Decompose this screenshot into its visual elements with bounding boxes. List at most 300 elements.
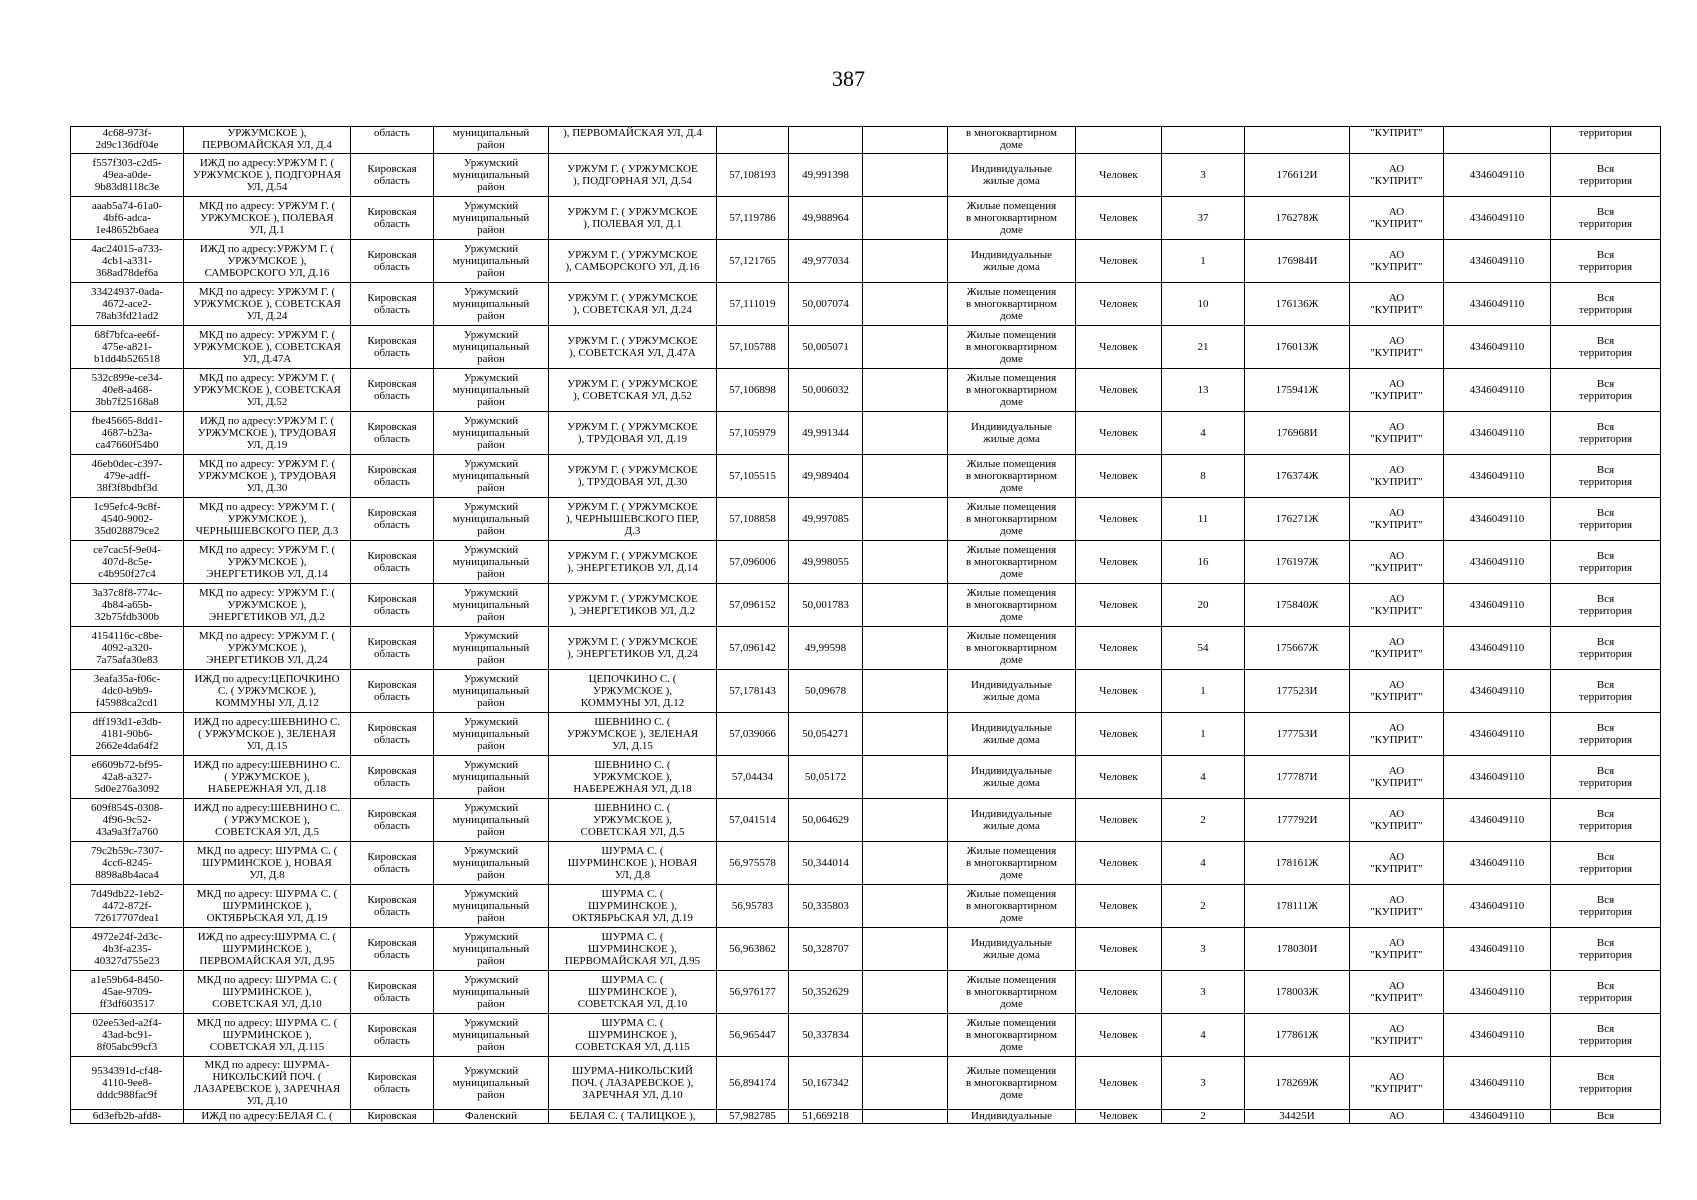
cell-region: Кировская область bbox=[351, 627, 434, 670]
cell-district: Уржумский муниципальный район bbox=[434, 541, 549, 584]
cell-quantity: 10 bbox=[1162, 283, 1245, 326]
cell-organization: АО bbox=[1350, 1110, 1444, 1124]
cell-inn: 4346049110 bbox=[1444, 197, 1551, 240]
cell-address: ШУРМА С. ( ШУРМИНСКОЕ ), СОВЕТСКАЯ УЛ, Д.10 bbox=[549, 971, 717, 1014]
cell-empty-column bbox=[863, 627, 948, 670]
cell-account-number: 175941Ж bbox=[1245, 369, 1350, 412]
cell-address: БЕЛАЯ С. ( ТАЛИЦКОЕ ), bbox=[549, 1110, 717, 1124]
cell-address: УРЖУМ Г. ( УРЖУМСКОЕ ), СОВЕТСКАЯ УЛ, Д.47А bbox=[549, 326, 717, 369]
cell-quantity: 4 bbox=[1162, 842, 1245, 885]
cell-inn: 4346049110 bbox=[1444, 154, 1551, 197]
cell-district: Уржумский муниципальный район bbox=[434, 971, 549, 1014]
cell-record-id: aaab5a74-61a0- 4bf6-adca- 1e48652b6aea bbox=[71, 197, 184, 240]
cell-quantity: 1 bbox=[1162, 713, 1245, 756]
cell-territory: Вся территория bbox=[1551, 283, 1661, 326]
table-row bbox=[71, 584, 1661, 627]
cell-organization: АО "КУПРИТ" bbox=[1350, 713, 1444, 756]
cell-organization: АО "КУПРИТ" bbox=[1350, 498, 1444, 541]
cell-object-name: МКД по адресу: ШУРМА С. ( ШУРМИНСКОЕ ), ОКТЯБРЬСКАЯ УЛ, Д.19 bbox=[184, 885, 351, 928]
cell-address: ШЕВНИНО С. ( УРЖУМСКОЕ ), НАБЕРЕЖНАЯ УЛ, Д.18 bbox=[549, 756, 717, 799]
cell-object-name: ИЖД по адресу:ШУРМА С. ( ШУРМИНСКОЕ ), ПЕРВОМАЙСКАЯ УЛ, Д.95 bbox=[184, 928, 351, 971]
cell-inn: 4346049110 bbox=[1444, 1110, 1551, 1124]
cell-latitude: 57,178143 bbox=[717, 670, 789, 713]
cell-account-number: 177753И bbox=[1245, 713, 1350, 756]
cell-empty-column bbox=[863, 584, 948, 627]
cell-organization: АО "КУПРИТ" bbox=[1350, 928, 1444, 971]
cell-region: область bbox=[351, 127, 434, 154]
cell-object-name: МКД по адресу: УРЖУМ Г. ( УРЖУМСКОЕ ), ЧЕРНЫШЕВСКОГО ПЕР, Д.3 bbox=[184, 498, 351, 541]
cell-region: Кировская область bbox=[351, 197, 434, 240]
table-row bbox=[71, 197, 1661, 240]
cell-account-number: 177792И bbox=[1245, 799, 1350, 842]
cell-district: Уржумский муниципальный район bbox=[434, 756, 549, 799]
cell-organization: АО "КУПРИТ" bbox=[1350, 799, 1444, 842]
cell-longitude: 50,001783 bbox=[789, 584, 863, 627]
cell-record-id: 3a37c8f8-774c- 4b84-a65b- 32b75fdb300b bbox=[71, 584, 184, 627]
cell-empty-column bbox=[863, 127, 948, 154]
cell-record-id: 3eafa35a-f06c- 4dc0-b9b9- f45988ca2cd1 bbox=[71, 670, 184, 713]
cell-district: Уржумский муниципальный район bbox=[434, 240, 549, 283]
cell-address: УРЖУМ Г. ( УРЖУМСКОЕ ), ПОЛЕВАЯ УЛ, Д.1 bbox=[549, 197, 717, 240]
cell-region: Кировская область bbox=[351, 756, 434, 799]
cell-housing-type: Жилые помещения в многоквартирном доме bbox=[948, 885, 1076, 928]
cell-latitude: 57,096006 bbox=[717, 541, 789, 584]
table-row bbox=[71, 756, 1661, 799]
cell-region: Кировская область bbox=[351, 928, 434, 971]
cell-record-id: f557f303-c2d5- 49ea-a0de- 9b83d8118c3e bbox=[71, 154, 184, 197]
cell-organization: АО "КУПРИТ" bbox=[1350, 627, 1444, 670]
cell-unit: Человек bbox=[1076, 197, 1162, 240]
cell-longitude: 50,352629 bbox=[789, 971, 863, 1014]
cell-inn: 4346049110 bbox=[1444, 799, 1551, 842]
cell-region: Кировская область bbox=[351, 541, 434, 584]
cell-territory: Вся территория bbox=[1551, 713, 1661, 756]
cell-quantity: 13 bbox=[1162, 369, 1245, 412]
cell-region: Кировская область bbox=[351, 154, 434, 197]
table-row-partial-bottom bbox=[71, 1110, 1661, 1124]
cell-latitude: 56,965447 bbox=[717, 1014, 789, 1057]
cell-district: Уржумский муниципальный район bbox=[434, 713, 549, 756]
cell-latitude: 57,105979 bbox=[717, 412, 789, 455]
cell-object-name: ИЖД по адресу:ЦЕПОЧКИНО С. ( УРЖУМСКОЕ ), КОММУНЫ УЛ, Д.12 bbox=[184, 670, 351, 713]
cell-address: УРЖУМ Г. ( УРЖУМСКОЕ ), САМБОРСКОГО УЛ, Д.16 bbox=[549, 240, 717, 283]
cell-address: УРЖУМ Г. ( УРЖУМСКОЕ ), СОВЕТСКАЯ УЛ, Д.24 bbox=[549, 283, 717, 326]
cell-housing-type: Жилые помещения в многоквартирном доме bbox=[948, 197, 1076, 240]
cell-territory: Вся территория bbox=[1551, 885, 1661, 928]
cell-unit: Человек bbox=[1076, 455, 1162, 498]
cell-empty-column bbox=[863, 670, 948, 713]
cell-territory: Вся территория bbox=[1551, 928, 1661, 971]
cell-organization: АО "КУПРИТ" bbox=[1350, 455, 1444, 498]
cell-empty-column bbox=[863, 283, 948, 326]
table-row bbox=[71, 842, 1661, 885]
cell-unit: Человек bbox=[1076, 971, 1162, 1014]
cell-record-id: 33424937-0ada- 4672-ace2- 78ab3fd21ad2 bbox=[71, 283, 184, 326]
cell-account-number: 176984И bbox=[1245, 240, 1350, 283]
cell-unit: Человек bbox=[1076, 283, 1162, 326]
cell-inn: 4346049110 bbox=[1444, 584, 1551, 627]
table-row bbox=[71, 627, 1661, 670]
cell-longitude: 50,05172 bbox=[789, 756, 863, 799]
table-row bbox=[71, 670, 1661, 713]
cell-empty-column bbox=[863, 455, 948, 498]
cell-address: УРЖУМ Г. ( УРЖУМСКОЕ ), ЭНЕРГЕТИКОВ УЛ, Д.24 bbox=[549, 627, 717, 670]
cell-address: ШУРМА С. ( ШУРМИНСКОЕ ), ОКТЯБРЬСКАЯ УЛ, Д.19 bbox=[549, 885, 717, 928]
cell-object-name: ИЖД по адресу:УРЖУМ Г. ( УРЖУМСКОЕ ), ТРУДОВАЯ УЛ, Д.19 bbox=[184, 412, 351, 455]
table-row bbox=[71, 885, 1661, 928]
cell-latitude: 57,121765 bbox=[717, 240, 789, 283]
cell-unit: Человек bbox=[1076, 541, 1162, 584]
cell-object-name: МКД по адресу: УРЖУМ Г. ( УРЖУМСКОЕ ), ЭНЕРГЕТИКОВ УЛ, Д.14 bbox=[184, 541, 351, 584]
cell-district: Уржумский муниципальный район bbox=[434, 455, 549, 498]
cell-quantity: 3 bbox=[1162, 971, 1245, 1014]
cell-region: Кировская область bbox=[351, 412, 434, 455]
table-row bbox=[71, 1014, 1661, 1057]
cell-address: ), ПЕРВОМАЙСКАЯ УЛ, Д.4 bbox=[549, 127, 717, 154]
cell-territory: Вся территория bbox=[1551, 584, 1661, 627]
cell-unit: Человек bbox=[1076, 842, 1162, 885]
cell-empty-column bbox=[863, 1014, 948, 1057]
cell-latitude: 57,04434 bbox=[717, 756, 789, 799]
cell-region: Кировская область bbox=[351, 670, 434, 713]
cell-address: ШЕВНИНО С. ( УРЖУМСКОЕ ), СОВЕТСКАЯ УЛ, Д.5 bbox=[549, 799, 717, 842]
cell-object-name: МКД по адресу: УРЖУМ Г. ( УРЖУМСКОЕ ), ТРУДОВАЯ УЛ, Д.30 bbox=[184, 455, 351, 498]
cell-account-number: 178269Ж bbox=[1245, 1057, 1350, 1110]
cell-territory: Вся территория bbox=[1551, 455, 1661, 498]
cell-quantity: 54 bbox=[1162, 627, 1245, 670]
cell-district: муниципальный район bbox=[434, 127, 549, 154]
cell-territory: Вся территория bbox=[1551, 498, 1661, 541]
cell-unit: Человек bbox=[1076, 670, 1162, 713]
cell-object-name: МКД по адресу: ШУРМА- НИКОЛЬСКИЙ ПОЧ. ( ЛАЗАРЕВСКОЕ ), ЗАРЕЧНАЯ УЛ, Д.10 bbox=[184, 1057, 351, 1110]
cell-unit: Человек bbox=[1076, 928, 1162, 971]
cell-housing-type: Индивидуальные жилые дома bbox=[948, 154, 1076, 197]
cell-record-id: 4154116c-c8be- 4092-a320- 7a75afa30e83 bbox=[71, 627, 184, 670]
cell-longitude: 49,99598 bbox=[789, 627, 863, 670]
cell-quantity: 2 bbox=[1162, 1110, 1245, 1124]
cell-object-name: ИЖД по адресу:УРЖУМ Г. ( УРЖУМСКОЕ ), ПОДГОРНАЯ УЛ, Д.54 bbox=[184, 154, 351, 197]
cell-inn: 4346049110 bbox=[1444, 412, 1551, 455]
cell-account-number bbox=[1245, 127, 1350, 154]
cell-district: Уржумский муниципальный район bbox=[434, 928, 549, 971]
cell-latitude: 57,108858 bbox=[717, 498, 789, 541]
cell-organization: АО "КУПРИТ" bbox=[1350, 240, 1444, 283]
cell-territory: Вся территория bbox=[1551, 670, 1661, 713]
cell-inn: 4346049110 bbox=[1444, 369, 1551, 412]
cell-latitude: 56,976177 bbox=[717, 971, 789, 1014]
cell-address: УРЖУМ Г. ( УРЖУМСКОЕ ), ЭНЕРГЕТИКОВ УЛ, Д.14 bbox=[549, 541, 717, 584]
cell-record-id: 609f854S-0308- 4f96-9c52- 43a9a3f7a760 bbox=[71, 799, 184, 842]
cell-housing-type: Жилые помещения в многоквартирном доме bbox=[948, 1057, 1076, 1110]
cell-record-id: 9534391d-cf48- 4110-9ee8- dddc988fac9f bbox=[71, 1057, 184, 1110]
cell-longitude: 49,977034 bbox=[789, 240, 863, 283]
cell-longitude: 49,988964 bbox=[789, 197, 863, 240]
cell-housing-type: Индивидуальные жилые дома bbox=[948, 756, 1076, 799]
cell-object-name: УРЖУМСКОЕ ), ПЕРВОМАЙСКАЯ УЛ, Д.4 bbox=[184, 127, 351, 154]
cell-inn: 4346049110 bbox=[1444, 541, 1551, 584]
cell-territory: Вся территория bbox=[1551, 971, 1661, 1014]
cell-quantity: 2 bbox=[1162, 885, 1245, 928]
cell-latitude: 56,963862 bbox=[717, 928, 789, 971]
cell-inn: 4346049110 bbox=[1444, 756, 1551, 799]
cell-account-number: 178030И bbox=[1245, 928, 1350, 971]
cell-region: Кировская область bbox=[351, 885, 434, 928]
cell-empty-column bbox=[863, 799, 948, 842]
cell-address: ШУРМА С. ( ШУРМИНСКОЕ ), СОВЕТСКАЯ УЛ, Д.115 bbox=[549, 1014, 717, 1057]
cell-region: Кировская область bbox=[351, 971, 434, 1014]
cell-empty-column bbox=[863, 756, 948, 799]
cell-housing-type: Жилые помещения в многоквартирном доме bbox=[948, 283, 1076, 326]
cell-account-number: 176013Ж bbox=[1245, 326, 1350, 369]
cell-territory: Вся bbox=[1551, 1110, 1661, 1124]
table-row bbox=[71, 799, 1661, 842]
cell-quantity: 3 bbox=[1162, 154, 1245, 197]
cell-address: УРЖУМ Г. ( УРЖУМСКОЕ ), ТРУДОВАЯ УЛ, Д.19 bbox=[549, 412, 717, 455]
table-row bbox=[71, 240, 1661, 283]
table-row bbox=[71, 541, 1661, 584]
cell-organization: АО "КУПРИТ" bbox=[1350, 283, 1444, 326]
table-row bbox=[71, 412, 1661, 455]
cell-territory: Вся территория bbox=[1551, 197, 1661, 240]
cell-address: УРЖУМ Г. ( УРЖУМСКОЕ ), ПОДГОРНАЯ УЛ, Д.54 bbox=[549, 154, 717, 197]
cell-district: Уржумский муниципальный район bbox=[434, 283, 549, 326]
cell-longitude: 50,09678 bbox=[789, 670, 863, 713]
cell-quantity: 2 bbox=[1162, 799, 1245, 842]
cell-organization: АО "КУПРИТ" bbox=[1350, 541, 1444, 584]
cell-unit: Человек bbox=[1076, 713, 1162, 756]
cell-latitude: 56,95783 bbox=[717, 885, 789, 928]
cell-quantity: 4 bbox=[1162, 1014, 1245, 1057]
cell-account-number: 176271Ж bbox=[1245, 498, 1350, 541]
cell-empty-column bbox=[863, 885, 948, 928]
cell-territory: Вся территория bbox=[1551, 1057, 1661, 1110]
cell-region: Кировская область bbox=[351, 283, 434, 326]
cell-organization: "КУПРИТ" bbox=[1350, 127, 1444, 154]
cell-unit: Человек bbox=[1076, 412, 1162, 455]
cell-record-id: 6d3efb2b-afd8- bbox=[71, 1110, 184, 1124]
cell-quantity: 3 bbox=[1162, 1057, 1245, 1110]
cell-territory: Вся территория bbox=[1551, 154, 1661, 197]
cell-record-id: 4c68-973f- 2d9c136df04e bbox=[71, 127, 184, 154]
table-row bbox=[71, 283, 1661, 326]
cell-region: Кировская область bbox=[351, 799, 434, 842]
table-row-partial-top bbox=[71, 127, 1661, 154]
cell-empty-column bbox=[863, 412, 948, 455]
cell-account-number: 176374Ж bbox=[1245, 455, 1350, 498]
cell-object-name: ИЖД по адресу:УРЖУМ Г. ( УРЖУМСКОЕ ), САМБОРСКОГО УЛ, Д.16 bbox=[184, 240, 351, 283]
cell-record-id: 46eb0dec-c397- 479e-adff- 38f3f8bdbf3d bbox=[71, 455, 184, 498]
cell-latitude: 56,975578 bbox=[717, 842, 789, 885]
cell-organization: АО "КУПРИТ" bbox=[1350, 326, 1444, 369]
cell-inn: 4346049110 bbox=[1444, 326, 1551, 369]
cell-housing-type: Жилые помещения в многоквартирном доме bbox=[948, 455, 1076, 498]
table-row bbox=[71, 369, 1661, 412]
cell-longitude: 50,167342 bbox=[789, 1057, 863, 1110]
cell-latitude: 57,108193 bbox=[717, 154, 789, 197]
cell-district: Фаленский bbox=[434, 1110, 549, 1124]
table-row bbox=[71, 498, 1661, 541]
cell-region: Кировская область bbox=[351, 369, 434, 412]
cell-quantity bbox=[1162, 127, 1245, 154]
cell-unit: Человек bbox=[1076, 326, 1162, 369]
cell-district: Уржумский муниципальный район bbox=[434, 498, 549, 541]
cell-organization: АО "КУПРИТ" bbox=[1350, 369, 1444, 412]
cell-empty-column bbox=[863, 541, 948, 584]
cell-inn: 4346049110 bbox=[1444, 1014, 1551, 1057]
cell-inn: 4346049110 bbox=[1444, 283, 1551, 326]
cell-longitude: 49,989404 bbox=[789, 455, 863, 498]
cell-district: Уржумский муниципальный район bbox=[434, 670, 549, 713]
cell-district: Уржумский муниципальный район bbox=[434, 326, 549, 369]
cell-housing-type: Жилые помещения в многоквартирном доме bbox=[948, 498, 1076, 541]
cell-housing-type: Индивидуальные жилые дома bbox=[948, 799, 1076, 842]
cell-housing-type: Индивидуальные жилые дома bbox=[948, 713, 1076, 756]
cell-inn: 4346049110 bbox=[1444, 455, 1551, 498]
cell-empty-column bbox=[863, 971, 948, 1014]
table-row bbox=[71, 928, 1661, 971]
cell-account-number: 34425И bbox=[1245, 1110, 1350, 1124]
cell-region: Кировская bbox=[351, 1110, 434, 1124]
cell-district: Уржумский муниципальный район bbox=[434, 369, 549, 412]
cell-latitude: 57,119786 bbox=[717, 197, 789, 240]
cell-account-number: 177861Ж bbox=[1245, 1014, 1350, 1057]
cell-record-id: e6609b72-bf95- 42a8-a327- 5d0e276a3092 bbox=[71, 756, 184, 799]
table-row bbox=[71, 971, 1661, 1014]
cell-inn: 4346049110 bbox=[1444, 928, 1551, 971]
cell-organization: АО "КУПРИТ" bbox=[1350, 756, 1444, 799]
cell-housing-type: Жилые помещения в многоквартирном доме bbox=[948, 326, 1076, 369]
cell-region: Кировская область bbox=[351, 240, 434, 283]
cell-region: Кировская область bbox=[351, 455, 434, 498]
cell-record-id: 4ac24015-a733- 4cb1-a331- 368ad78def6a bbox=[71, 240, 184, 283]
cell-quantity: 4 bbox=[1162, 412, 1245, 455]
cell-region: Кировская область bbox=[351, 1057, 434, 1110]
cell-account-number: 175667Ж bbox=[1245, 627, 1350, 670]
cell-housing-type: в многоквартирном доме bbox=[948, 127, 1076, 154]
cell-housing-type: Индивидуальные жилые дома bbox=[948, 670, 1076, 713]
cell-quantity: 3 bbox=[1162, 928, 1245, 971]
cell-object-name: МКД по адресу: УРЖУМ Г. ( УРЖУМСКОЕ ), ЭНЕРГЕТИКОВ УЛ, Д.2 bbox=[184, 584, 351, 627]
cell-object-name: МКД по адресу: УРЖУМ Г. ( УРЖУМСКОЕ ), ПОЛЕВАЯ УЛ, Д.1 bbox=[184, 197, 351, 240]
table-row bbox=[71, 713, 1661, 756]
cell-inn: 4346049110 bbox=[1444, 498, 1551, 541]
cell-territory: Вся территория bbox=[1551, 541, 1661, 584]
page-number: 387 bbox=[832, 66, 865, 91]
cell-longitude: 49,991344 bbox=[789, 412, 863, 455]
cell-region: Кировская область bbox=[351, 326, 434, 369]
registry-body bbox=[71, 127, 1661, 1124]
cell-territory: Вся территория bbox=[1551, 412, 1661, 455]
cell-address: ШУРМА-НИКОЛЬСКИЙ ПОЧ. ( ЛАЗАРЕВСКОЕ ), ЗАРЕЧНАЯ УЛ, Д.10 bbox=[549, 1057, 717, 1110]
cell-housing-type: Жилые помещения в многоквартирном доме bbox=[948, 1014, 1076, 1057]
cell-district: Уржумский муниципальный район bbox=[434, 412, 549, 455]
cell-latitude: 57,096142 bbox=[717, 627, 789, 670]
cell-object-name: ИЖД по адресу:ШЕВНИНО С. ( УРЖУМСКОЕ ), ЗЕЛЕНАЯ УЛ, Д.15 bbox=[184, 713, 351, 756]
cell-quantity: 8 bbox=[1162, 455, 1245, 498]
cell-organization: АО "КУПРИТ" bbox=[1350, 1057, 1444, 1110]
cell-empty-column bbox=[863, 498, 948, 541]
cell-organization: АО "КУПРИТ" bbox=[1350, 154, 1444, 197]
table-row bbox=[71, 455, 1661, 498]
cell-organization: АО "КУПРИТ" bbox=[1350, 670, 1444, 713]
cell-territory: Вся территория bbox=[1551, 326, 1661, 369]
cell-quantity: 1 bbox=[1162, 240, 1245, 283]
cell-organization: АО "КУПРИТ" bbox=[1350, 584, 1444, 627]
cell-housing-type: Жилые помещения в многоквартирном доме bbox=[948, 584, 1076, 627]
cell-latitude: 57,106898 bbox=[717, 369, 789, 412]
cell-inn: 4346049110 bbox=[1444, 1057, 1551, 1110]
cell-organization: АО "КУПРИТ" bbox=[1350, 971, 1444, 1014]
table-row bbox=[71, 154, 1661, 197]
cell-quantity: 37 bbox=[1162, 197, 1245, 240]
cell-inn bbox=[1444, 127, 1551, 154]
cell-unit: Человек bbox=[1076, 240, 1162, 283]
cell-territory: территория bbox=[1551, 127, 1661, 154]
cell-unit: Человек bbox=[1076, 1014, 1162, 1057]
cell-address: ШЕВНИНО С. ( УРЖУМСКОЕ ), ЗЕЛЕНАЯ УЛ, Д.15 bbox=[549, 713, 717, 756]
cell-record-id: 1c95efc4-9c8f- 4540-9002- 35d028879ce2 bbox=[71, 498, 184, 541]
cell-account-number: 176278Ж bbox=[1245, 197, 1350, 240]
cell-empty-column bbox=[863, 326, 948, 369]
cell-object-name: ИЖД по адресу:БЕЛАЯ С. ( bbox=[184, 1110, 351, 1124]
cell-organization: АО "КУПРИТ" bbox=[1350, 1014, 1444, 1057]
cell-latitude: 57,041514 bbox=[717, 799, 789, 842]
cell-longitude: 49,998055 bbox=[789, 541, 863, 584]
cell-inn: 4346049110 bbox=[1444, 885, 1551, 928]
cell-housing-type: Индивидуальные жилые дома bbox=[948, 412, 1076, 455]
cell-housing-type: Индивидуальные bbox=[948, 1110, 1076, 1124]
cell-district: Уржумский муниципальный район bbox=[434, 584, 549, 627]
cell-district: Уржумский муниципальный район bbox=[434, 154, 549, 197]
cell-territory: Вся территория bbox=[1551, 756, 1661, 799]
cell-longitude bbox=[789, 127, 863, 154]
cell-longitude: 49,997085 bbox=[789, 498, 863, 541]
cell-account-number: 178111Ж bbox=[1245, 885, 1350, 928]
cell-longitude: 50,335803 bbox=[789, 885, 863, 928]
table-row bbox=[71, 326, 1661, 369]
cell-object-name: МКД по адресу: ШУРМА С. ( ШУРМИНСКОЕ ), НОВАЯ УЛ, Д.8 bbox=[184, 842, 351, 885]
cell-address: УРЖУМ Г. ( УРЖУМСКОЕ ), СОВЕТСКАЯ УЛ, Д.52 bbox=[549, 369, 717, 412]
cell-longitude: 50,064629 bbox=[789, 799, 863, 842]
cell-object-name: МКД по адресу: ШУРМА С. ( ШУРМИНСКОЕ ), СОВЕТСКАЯ УЛ, Д.10 bbox=[184, 971, 351, 1014]
cell-region: Кировская область bbox=[351, 498, 434, 541]
cell-organization: АО "КУПРИТ" bbox=[1350, 885, 1444, 928]
cell-record-id: dff193d1-e3db- 4181-90b6- 2662e4da64f2 bbox=[71, 713, 184, 756]
cell-quantity: 1 bbox=[1162, 670, 1245, 713]
cell-latitude: 57,982785 bbox=[717, 1110, 789, 1124]
cell-inn: 4346049110 bbox=[1444, 240, 1551, 283]
cell-latitude bbox=[717, 127, 789, 154]
cell-district: Уржумский муниципальный район bbox=[434, 627, 549, 670]
cell-record-id: a1e59b64-8450- 45ae-9709- ff3df603517 bbox=[71, 971, 184, 1014]
cell-address: ЦЕПОЧКИНО С. ( УРЖУМСКОЕ ), КОММУНЫ УЛ, Д.12 bbox=[549, 670, 717, 713]
cell-account-number: 178161Ж bbox=[1245, 842, 1350, 885]
cell-longitude: 50,344014 bbox=[789, 842, 863, 885]
cell-object-name: МКД по адресу: УРЖУМ Г. ( УРЖУМСКОЕ ), СОВЕТСКАЯ УЛ, Д.52 bbox=[184, 369, 351, 412]
cell-unit bbox=[1076, 127, 1162, 154]
cell-empty-column bbox=[863, 713, 948, 756]
cell-inn: 4346049110 bbox=[1444, 842, 1551, 885]
cell-unit: Человек bbox=[1076, 584, 1162, 627]
cell-housing-type: Индивидуальные жилые дома bbox=[948, 928, 1076, 971]
cell-account-number: 176136Ж bbox=[1245, 283, 1350, 326]
cell-empty-column bbox=[863, 928, 948, 971]
cell-territory: Вся территория bbox=[1551, 627, 1661, 670]
cell-longitude: 50,007074 bbox=[789, 283, 863, 326]
cell-housing-type: Жилые помещения в многоквартирном доме bbox=[948, 842, 1076, 885]
cell-district: Уржумский муниципальный район bbox=[434, 799, 549, 842]
cell-longitude: 50,328707 bbox=[789, 928, 863, 971]
